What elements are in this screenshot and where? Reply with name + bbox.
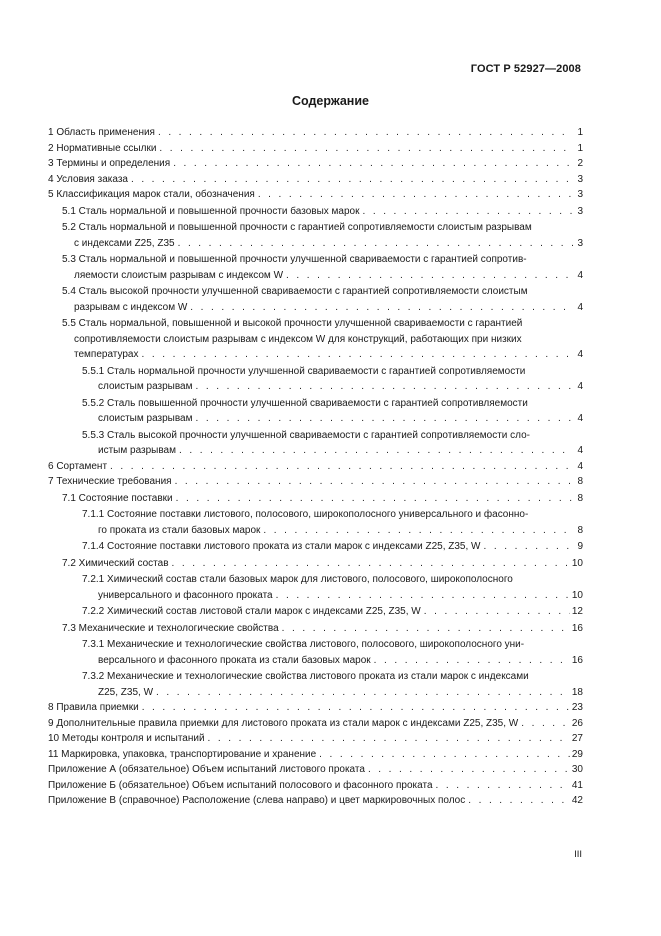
dot-leader — [468, 793, 570, 809]
toc-entry[interactable] — [0, 428, 661, 459]
toc-entry-title-line: 5.3 Сталь нормальной и повышенной прочности улучшенной свариваемости с гарантией сопротив- — [62, 254, 527, 265]
toc-entry-page: 8 — [577, 492, 583, 504]
toc-entry-title: Приложение А (обязательное) Объем испытаний листового проката — [48, 764, 365, 775]
dot-leader — [142, 700, 570, 716]
dot-leader — [178, 236, 573, 252]
table-of-contents — [0, 125, 661, 809]
toc-entry-page: 8 — [577, 476, 583, 487]
dot-leader — [196, 411, 574, 427]
toc-entry-title: 9 Дополнительные правила приемки для листового проката из стали марок с индексами Z25, Z35, W — [48, 717, 519, 729]
toc-entry-page: 4 — [577, 381, 583, 392]
dot-leader — [258, 187, 573, 203]
toc-entry-page: 16 — [571, 622, 583, 634]
toc-entry-page: 4 — [577, 460, 583, 472]
toc-entry-title: 7.1.4 Состояние поставки листового проката из стали марок с индексами Z25, Z35, W — [82, 541, 481, 552]
toc-entry[interactable] — [0, 507, 661, 538]
toc-entry-title: с индексами Z25, Z35 — [74, 237, 175, 249]
toc-entry[interactable] — [0, 637, 661, 668]
toc-entry-title-line: 7.2.1 Химический состав стали базовых марок для листового, полосового, широкополосного — [82, 574, 513, 585]
toc-entry-title: слоистым разрывам — [98, 413, 193, 424]
dot-leader — [110, 459, 573, 475]
toc-entry[interactable] — [0, 204, 661, 220]
toc-entry-page: 4 — [577, 445, 583, 456]
toc-entry-page: 3 — [577, 205, 583, 217]
toc-entry-title: 3 Термины и определения — [48, 158, 171, 169]
toc-entry-title-line: 5.2 Сталь нормальной и повышенной прочности с гарантией сопротивляемости слоистым разрывам — [62, 222, 532, 233]
toc-entry-page: 41 — [571, 779, 583, 791]
toc-entry-page: 3 — [577, 173, 583, 185]
toc-entry-title: 5 Классификация марок стали, обозначения — [48, 189, 255, 200]
toc-entry[interactable] — [0, 621, 661, 637]
toc-entry[interactable] — [0, 220, 661, 251]
toc-entry[interactable] — [0, 474, 661, 490]
dot-leader — [368, 762, 570, 778]
toc-entry-title-line: 5.5.3 Сталь высокой прочности улучшенной свариваемости с гарантией сопротивляемости сло- — [82, 429, 531, 441]
toc-entry-title-line: 7.1.1 Состояние поставки листового, полосового, широкополосного универсального и фасонно- — [82, 509, 529, 520]
toc-entry[interactable] — [0, 793, 661, 809]
dot-leader — [131, 172, 573, 188]
dot-leader — [156, 685, 570, 701]
dot-leader — [142, 347, 574, 363]
toc-entry-page: 16 — [571, 654, 583, 666]
dot-leader — [175, 474, 573, 490]
dot-leader — [286, 268, 573, 284]
toc-entry[interactable] — [0, 604, 661, 620]
toc-entry[interactable] — [0, 747, 661, 763]
toc-entry-page: 42 — [571, 795, 583, 806]
toc-entry-page: 27 — [571, 733, 583, 744]
toc-entry-title: Z25, Z35, W — [98, 686, 154, 698]
toc-entry-title-line: 5.5 Сталь нормальной, повышенной и высокой прочности улучшенной свариваемости с гарантией — [62, 318, 523, 329]
toc-entry[interactable] — [0, 572, 661, 603]
toc-entry-page: 1 — [577, 142, 583, 154]
toc-entry-page: 3 — [577, 237, 583, 249]
toc-entry[interactable] — [0, 364, 661, 395]
toc-entry[interactable] — [0, 491, 661, 507]
toc-entry[interactable] — [0, 396, 661, 427]
dot-leader — [172, 556, 570, 572]
toc-entry-page: 4 — [577, 301, 583, 313]
dot-leader — [282, 621, 570, 637]
toc-entry-title: 7 Технические требования — [48, 476, 172, 487]
toc-entry-title: 11 Маркировка, упаковка, транспортирование и хранение — [48, 748, 317, 760]
toc-entry[interactable] — [0, 187, 661, 203]
toc-entry-page: 4 — [577, 269, 583, 281]
toc-entry[interactable] — [0, 252, 661, 283]
dot-leader — [521, 716, 570, 732]
dot-leader — [263, 523, 573, 539]
toc-entry-title: температурах — [74, 349, 139, 360]
toc-entry-title: истым разрывам — [98, 445, 176, 456]
toc-entry-page: 30 — [571, 764, 583, 775]
toc-entry-page: 12 — [571, 606, 583, 617]
toc-entry[interactable] — [0, 762, 661, 778]
toc-entry-page: 23 — [571, 702, 583, 713]
toc-entry-title: слоистым разрывам — [98, 381, 193, 392]
toc-entry-title: универсального и фасонного проката — [98, 589, 273, 601]
dot-leader — [276, 588, 570, 604]
document-id: ГОСТ Р 52927—2008 — [470, 63, 581, 75]
toc-entry-page: 10 — [571, 557, 583, 569]
toc-entry-page: 9 — [577, 541, 583, 552]
toc-entry-title: 6 Сортамент — [48, 460, 108, 472]
toc-entry-title: 7.1 Состояние поставки — [62, 492, 173, 504]
toc-entry-page: 8 — [577, 524, 583, 536]
dot-leader — [374, 653, 570, 669]
dot-leader — [176, 491, 573, 507]
dot-leader — [190, 300, 573, 316]
toc-entry-title-line: 7.3.2 Механические и технологические свойства листового проката из стали марок с индексами — [82, 671, 529, 682]
toc-entry[interactable] — [0, 316, 661, 363]
dot-leader — [436, 778, 570, 794]
toc-entry[interactable] — [0, 778, 661, 794]
toc-entry[interactable] — [0, 284, 661, 315]
toc-entry-title-line: 5.5.1 Сталь нормальной прочности улучшенной свариваемости с гарантией сопротивляемости — [82, 365, 526, 377]
dot-leader — [173, 156, 573, 172]
toc-entry-title: Приложение В (справочное) Расположение (слева направо) и цвет маркировочных полос — [48, 795, 466, 806]
toc-entry-title: 7.2 Химический состав — [62, 557, 169, 569]
toc-entry-page: 26 — [571, 717, 583, 729]
toc-entry[interactable] — [0, 125, 661, 141]
toc-entry-title-line: 5.4 Сталь высокой прочности улучшенной свариваемости с гарантией сопротивляемости слоистым — [62, 286, 528, 297]
toc-entry-page: 1 — [577, 127, 583, 138]
dot-leader — [158, 125, 573, 141]
toc-entry-title: 2 Нормативные ссылки — [48, 142, 157, 154]
toc-entry-page: 2 — [577, 158, 583, 169]
toc-entry-page: 29 — [571, 748, 583, 760]
toc-entry-title-line: сопротивляемости слоистым разрывам с индексом W для конструкций, работающих при низких — [74, 333, 522, 345]
toc-entry-page: 4 — [577, 349, 583, 360]
dot-leader — [196, 379, 574, 395]
toc-entry-title: разрывам с индексом W — [74, 301, 188, 313]
toc-entry-title: 5.1 Сталь нормальной и повышенной прочности базовых марок — [62, 205, 360, 217]
toc-entry-page: 3 — [577, 189, 583, 200]
toc-entry[interactable] — [0, 172, 661, 188]
toc-entry-title: версального и фасонного проката из стали базовых марок — [98, 654, 371, 666]
toc-entry-title: ляемости слоистым разрывам с индексом W — [74, 269, 284, 281]
toc-entry[interactable] — [0, 156, 661, 172]
toc-entry-title: 4 Условия заказа — [48, 173, 128, 185]
toc-entry-page: 10 — [571, 589, 583, 601]
toc-entry[interactable] — [0, 141, 661, 157]
toc-entry-title: го проката из стали базовых марок — [98, 524, 261, 536]
toc-entry[interactable] — [0, 556, 661, 572]
toc-entry-title: 7.2.2 Химический состав листовой стали марок с индексами Z25, Z35, W — [82, 606, 421, 617]
dot-leader — [319, 747, 570, 763]
toc-entry-title: 7.3 Механические и технологические свойства — [62, 622, 279, 634]
toc-entry[interactable] — [0, 669, 661, 700]
toc-entry[interactable] — [0, 731, 661, 747]
page-title: Содержание — [291, 94, 369, 108]
dot-leader — [159, 141, 573, 157]
toc-entry-title: 1 Область применения — [48, 127, 155, 138]
toc-entry[interactable] — [0, 459, 661, 475]
dot-leader — [208, 731, 570, 747]
toc-entry-title-line: 5.5.2 Сталь повышенной прочности улучшенной свариваемости с гарантией сопротивляемости — [82, 397, 528, 409]
dot-leader — [179, 443, 573, 459]
toc-entry[interactable] — [0, 539, 661, 555]
toc-entry[interactable] — [0, 700, 661, 716]
toc-entry[interactable] — [0, 716, 661, 732]
toc-entry-title-line: 7.3.1 Механические и технологические свойства листового, полосового, широкополосного уни- — [82, 639, 525, 650]
page-number: III — [574, 849, 582, 860]
toc-entry-title: 10 Методы контроля и испытаний — [48, 733, 205, 744]
dot-leader — [424, 604, 570, 620]
toc-entry-title: Приложение Б (обязательное) Объем испытаний полосового и фасонного проката — [48, 779, 433, 791]
toc-entry-page: 4 — [577, 413, 583, 424]
dot-leader — [362, 204, 573, 220]
toc-entry-title: 8 Правила приемки — [48, 702, 139, 713]
toc-entry-page: 18 — [571, 686, 583, 698]
dot-leader — [484, 539, 574, 555]
